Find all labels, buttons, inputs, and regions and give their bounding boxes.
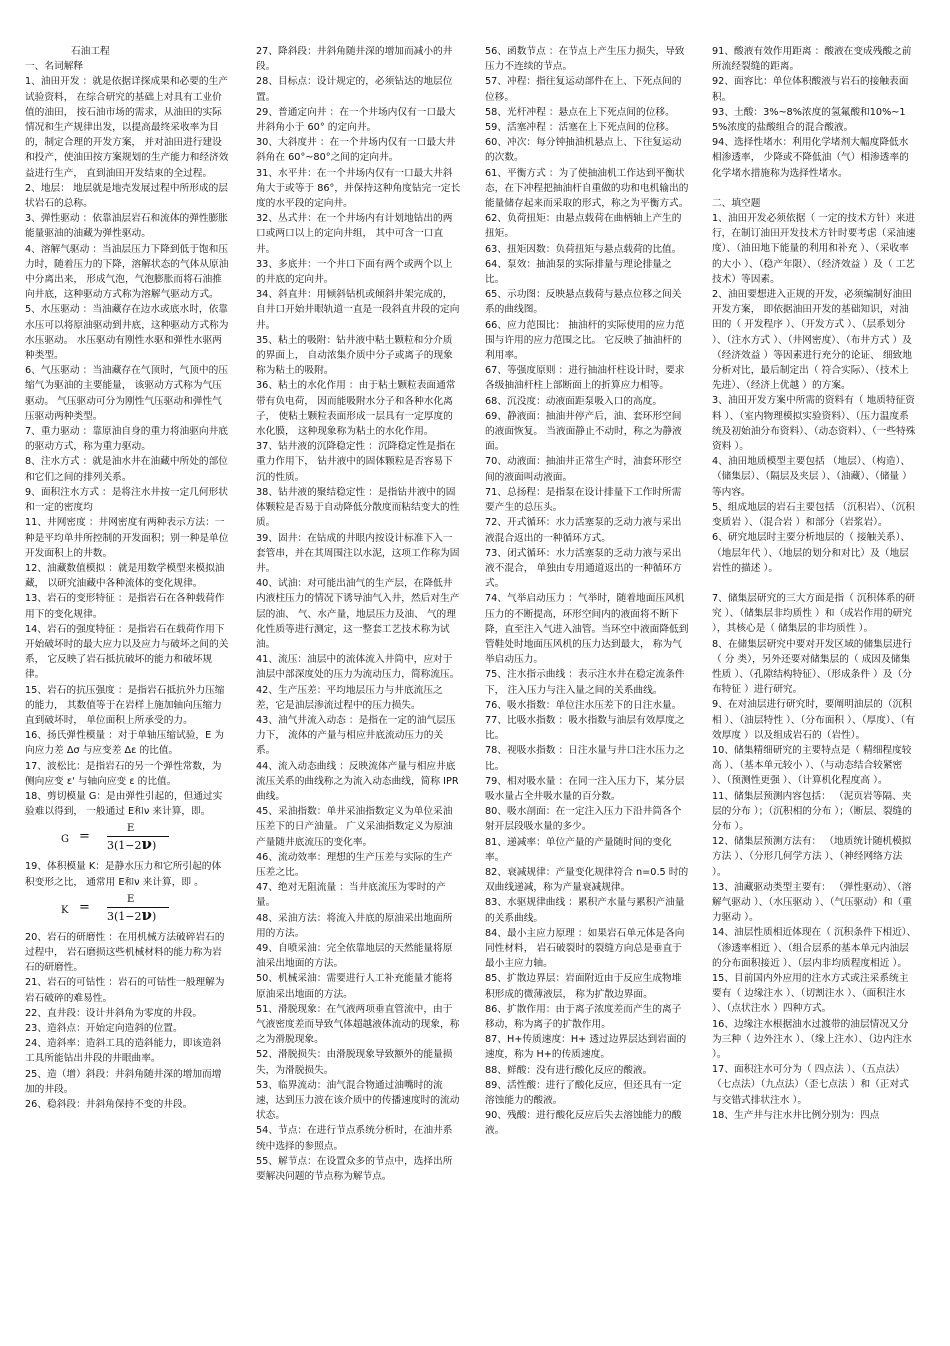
entry-paragraph: 16、边缘注水根据油水过渡带的油层情况又分为三种（ 边外注水 ）、（缘上注水）、（边内注水 ）。 [712, 1018, 912, 1060]
spacer [712, 181, 917, 196]
column-2 [256, 44, 461, 1336]
entry-paragraph: 88、鲜酸：没有进行酸化反应的酸液。 [485, 1064, 653, 1076]
entry-paragraph: 10、储集精细研究的主要特点是（ 精细程度较高 ）、（基本单元较小 ）、（与动态结合较紧密 ）、（预测性更强 ）、（计算机化程度高 ）。 [712, 744, 912, 787]
entry-paragraph: 13、油藏驱动类型主要有： （弹性驱动）、（溶解气驱动 ）、（水压驱动 ）、（气压驱动）和（重力驱动 ）。 [712, 881, 912, 924]
entry-paragraph: 13、岩石的变形特征 ：是指岩石在各种载荷作用下的变化规律。 [25, 593, 225, 620]
entry-paragraph: 75、注水指示曲线 ：表示注水井在稳定流条件下， 注入压力与注入量之间的关系曲线。 [485, 669, 685, 696]
entry-paragraph: 29、普通定向井 ：在一个井场内仅有一口最大井斜角小于 60° 的定向井。 [256, 106, 456, 134]
entry-paragraph: 57、冲程：指往复运动部件在上、下死点间的位移。 [485, 76, 682, 103]
entry-paragraph: 42、生产压差：平均地层压力与井底流压之差，它是油层渗流过程中的压力损失。 [256, 684, 443, 711]
entry-paragraph: 65、示功图：反映悬点载荷与悬点位移之间关系的曲线图。 [485, 289, 682, 316]
entry-paragraph: 25、造（增）斜段：井斜角随井深的增加而增加的井段。 [25, 1068, 222, 1095]
entry-paragraph: 93、土酸：3%~8%浓度的氢氟酸和10%~15%浓度的盐酸组合的混合酸液。 [712, 106, 906, 134]
entry-paragraph: 1、油田开发必须依据（ 一定的技术方针）来进行，在制订油田开发技术方针时要考虑（采油速度）、（油田地下能量的利用和补充 ）、（采收率的大小 ）、（稳产年限）、（经济效益 ）及（ 工艺技术）等因素。 [712, 213, 916, 285]
entry-paragraph: 18、生产井与注水井比例分别为：四点 [712, 1109, 880, 1121]
entry-paragraph: 81、递减率：单位产量的产量随时间的变化率。 [485, 836, 672, 863]
entry-paragraph: 32、丛式井：在一个井场内有计划地钻出的两口或两口以上的定向井组， 其中可含一口直井。 [256, 213, 453, 255]
document-title: 石油工程 [71, 46, 110, 57]
entry-paragraph: 80、吸水剖面：在一定注入压力下沿井筒各个射开层段吸水量的多少。 [485, 806, 682, 833]
entry-paragraph: 48、采油方法：将流入井底的原油采出地面所用的方法。 [256, 912, 453, 939]
entry-paragraph: 68、沉没度：动液面距泵吸入口的高度。 [485, 395, 663, 407]
entry-paragraph: 56、函数节点 ：在节点上产生压力损失，导致压力不连续的节点。 [485, 46, 685, 73]
entry-paragraph: 63、扭矩因数：负荷扭矩与悬点载荷的比值。 [485, 243, 682, 255]
entry-paragraph: 61、平衡方式 ：为了使抽油机工作达到平衡状态，在下冲程把抽油杆自重做的功和电机输出的能量储存起来而采取的形式，称之为平衡方式。 [485, 167, 689, 210]
entry-paragraph: 14、油层性质相近体现在（ 沉积条件下相近）、（渗透率相近 ）、（组合层系的基本单元内油层的分布面积接近 ）、（层内非均质程度相近 ）。 [712, 927, 917, 969]
entry-paragraph: 90、残酸：进行酸化反应后失去溶蚀能力的酸液。 [485, 1110, 682, 1137]
entry-paragraph: 6、气压驱动 ：当油藏存在气顶时，气顶中的压缩气为驱油的主要能量， 该驱动方式称为气压驱动。 气压驱动可分为刚性气压驱动和弹性气压驱动两种类型。 [25, 365, 228, 422]
entry-paragraph: 59、活塞冲程 ：活塞在上下死点间的位移。 [485, 122, 675, 134]
entry-paragraph: 26、稳斜段：井斜角保持不变的井段。 [25, 1099, 193, 1110]
entry-paragraph: 78、视吸水指数 ：日注水量与井口注水压力之比。 [485, 745, 685, 772]
entry-paragraph: 62、负荷扭矩：由悬点载荷在曲柄轴上产生的扭矩。 [485, 213, 682, 240]
entry-paragraph: 52、滑脱损失：由滑脱现象导致额外的能量损失，为滑脱损失。 [256, 1049, 453, 1076]
entry-paragraph: 92、面容比：单位体积酸液与岩石的接触表面积。 [712, 76, 909, 103]
entry-paragraph: 一、名词解释 [25, 61, 84, 73]
entry-paragraph: 4、油田地质模型主要包括 （地层）、（构造）、（储集层）、（隔层及夹层 ）、（油藏）、（储量 ）等内容。 [712, 456, 912, 498]
entry-paragraph: 18、剪切模量 G：是由弹性引起的，但通过实验难以得到， 一般通过 E和ν 来计算，即。 [25, 790, 223, 818]
entry-paragraph: 53、临界流动：油气混合物通过油嘴时的流速，达到压力波在该介质中的传播速度时的流动状态。 [256, 1079, 460, 1122]
entry-paragraph: 41、流压：油层中的流体流入井筒中，应对于油层中部深度处的压力为流动压力，简称流压。 [256, 654, 460, 681]
entry-paragraph: 9、面积注水方式 ：是将注水井按一定几何形状和一定的密度均 [25, 486, 228, 514]
entry-paragraph: 3、弹性驱动 ：依靠油层岩石和流体的弹性膨胀能量驱油的油藏为弹性驱动。 [25, 213, 228, 240]
entry-paragraph: 二、填空题 [712, 197, 761, 209]
entry-paragraph: 51、滑脱现象：在气液两项垂直管流中，由于气液密度差而导致气体超越液体流动的现象，称之为滑脱现象。 [256, 1003, 460, 1046]
entry-paragraph: 71、总扬程：是指泵在设计排量下工作时所需要产生的总压头。 [485, 486, 682, 514]
entry-paragraph: 22、直井段：设计井斜角为零度的井段。 [25, 1007, 203, 1019]
entry-paragraph: 79、相对吸水量 ：在同一注入压力下，某分层吸水量占全井吸水量的百分数。 [485, 775, 685, 802]
entry-paragraph: 34、斜直井：用倾斜钻机或倾斜井架完成的，自井口开始井眼轨道一直是一段斜直井段的定向井。 [256, 289, 460, 331]
entry-paragraph: 14、岩石的强度特征 ：是指岩石在载荷作用下开始破坏时的最大应力以及应力与破坏之间的关系， 它反映了岩石抵抗破坏的能力和破坏规律。 [25, 623, 229, 681]
column-4 [712, 44, 917, 1336]
entry-paragraph: 35、粘土的吸附：钻井液中粘土颗粒和分介质的界面上， 自动浓集介质中分子或离子的现象称为粘土的吸附。 [256, 334, 453, 377]
entry-paragraph: 11、储集层预测内容包括： （泥页岩等隔、夹层的分布 ）；（沉积相的分布 ）；（断层、裂缝的分布 ）。 [712, 790, 912, 832]
entry-paragraph: 36、粘土的水化作用 ：由于粘土颗粒表面通常带有负电荷， 因而能吸附水分子和各种水化离子， 使粘土颗粒表面形成一层具有一定厚度的水化膜， 这种现象称为粘土的水化作用。 [256, 380, 456, 438]
entry-paragraph: 9、在对油层进行研究时，要阐明油层的（沉积相 ）、（油层特性 ）、（分布面积 ）、（厚度）、（有效厚度 ）以及组成岩石的（岩性）。 [712, 699, 915, 741]
entry-paragraph: 31、水平井：在一个井场内仅有一口最大井斜角大于或等于 86°，并保持这种角度钻完一定长度的水平段的定向井。 [256, 167, 461, 210]
entry-paragraph: 27、降斜段：井斜角随井深的增加而减小的井段。 [256, 46, 453, 73]
entry-paragraph: 3、油田开发方案中所需的资料有（ 地质特征资料 ）、（室内物理模拟实验资料）、（压力温度系统及初始油分布资料）、（动态资料）、（一些特殊资料 ）。 [712, 395, 916, 453]
entry-paragraph: 44、流入动态曲线 ：反映流体产量与相应井底流压关系的曲线称之为流入动态曲线，简称 IPR 曲线。 [256, 760, 459, 802]
entry-paragraph: 76、吸水指数：单位注水压差下的日注水量。 [485, 699, 682, 711]
entry-paragraph: 73、闭式循环：水力活塞泵的乏动力液与采出液不混合， 单独由专用通道返出的一种循环方式。 [485, 547, 682, 590]
shear-modulus-formula: G = E 3(1−2ν) [25, 821, 230, 857]
entry-paragraph: 45、采油指数：单井采油指数定义为单位采油压差下的日产油量。 广义采油指数定义为原油产量随井底流压的变化率。 [256, 806, 453, 848]
entry-paragraph: 54、节点：在进行节点系统分析时，在油井系统中选择的参照点。 [256, 1125, 453, 1152]
entry-paragraph: 83、水驱规律曲线 ：累积产水量与累积产油量的关系曲线。 [485, 897, 685, 924]
entry-paragraph: 8、在储集层研究中要对开发区域的储集层进行（ 分 类），另外还要对储集层的（ 成因及储集性质 ）、（孔隙结构特征）、（形成条件 ）及（分布特征 ）进行研究。 [712, 638, 912, 696]
entry-paragraph: 74、气举启动压力 ：气举时，随着地面压风机压力的不断提高，环形空间内的液面将不断下降，直至注入气进入油管。当环空中液面降低到管鞋处时地面压风机的压力达到最大， 称为气举启动压力。 [485, 593, 689, 666]
entry-paragraph: 16、扬氏弹性模量 ：对于单轴压缩试验，E 为向应力差 Δσ 与应变差 Δε 的比值。 [25, 730, 224, 757]
entry-paragraph: 49、自喷采油：完全依靠地层的天然能量将原油采出地面的方法。 [256, 942, 453, 970]
entry-paragraph: 4、溶解气驱动 ：当油层压力下降到低于饱和压力时，随着压力的下降，溶解状态的气体从原油中分离出来， 形成气泡，气泡膨胀而将石油推向井底，这种驱动方式称为溶解气驱动方式。 [25, 243, 229, 301]
entry-paragraph: 85、扩散边界层：岩面附近由于反应生成物堆积形成的微薄液层， 称为扩散边界面。 [485, 973, 682, 1000]
entry-paragraph: 91、酸液有效作用距离 ：酸液在变成残酸之前所流经裂缝的距离。 [712, 46, 912, 73]
entry-paragraph: 2、油田要想进入正规的开发，必须编制好油田开发方案， 即依据油田开发的基础知识，对油田的（ 开发程序 ）、（开发方式 ）、（层系划分 ）、（注水方式 ）、（井网密度）、（布井方式 ）及（经济效益 ）等因素进行充分的论证、 细致地分析对比，最后制定出（ 符合实际）、（技术上先进）、（经济上优越 ）的方案。 [712, 289, 912, 392]
entry-paragraph: 38、钻井液的聚结稳定性 ：是指钻井液中的固体颗粒是否易于自动降低分散度而粘结变大的性质。 [256, 486, 460, 529]
entry-paragraph: 60、冲次：每分钟抽油机悬点上、下往复运动的次数。 [485, 137, 682, 164]
entry-paragraph: 8、注水方式 ：就是油水井在油藏中所处的部位和它们之间的排列关系。 [25, 456, 228, 483]
entry-paragraph: 5、水压驱动 ：当油藏存在边水或底水时，依靠水压可以将原油驱动到井底，这种驱动方式称为水压驱动。 水压驱动有刚性水驱和弹性水驱两种类型。 [25, 304, 229, 362]
entry-paragraph: 12、油藏数值模拟 ：就是用数学模型来模拟油藏， 以研究油藏中各种流体的变化规律。 [25, 562, 225, 590]
entry-paragraph: 39、固井：在钻成的井眼内按设计标准下入一套管串，并在其周围注以水泥，这项工作称为固井。 [256, 532, 460, 574]
entry-paragraph: 7、储集层研究的三大方面是指（ 沉积体系的研究 ）、（储集层非均质性 ）和（成岩作用的研究 ），其核心是（ 储集层的非均质性 ）。 [712, 592, 915, 635]
entry-paragraph: 89、活性酸：进行了酸化反应，但还具有一定溶蚀能力的酸液。 [485, 1079, 682, 1107]
entry-paragraph: 72、开式循环：水力活塞泵的乏动力液与采出液混合返出的一种循环方式。 [485, 517, 682, 544]
entry-paragraph: 70、动液面：抽油井正常生产时，油套环形空间的液面叫动液面。 [485, 456, 682, 483]
entry-paragraph: 37、钻井液的沉降稳定性 ：沉降稳定性是指在重力作用下， 钻井液中的固体颗粒是否容易下沉的性质。 [256, 441, 456, 483]
entry-paragraph: 82、衰减规律：产量变化规律符合 n=0.5 时的双曲线递减，称为产量衰减规律。 [485, 866, 689, 894]
bulk-modulus-formula: K = E 3(1−2ν) [25, 892, 230, 928]
entry-paragraph: 15、目前国内外应用的注水方式或注采系统主要有（ 边缘注水 ）、（切割注水 ）、（面积注水 ）、（点状注水 ）四种方式。 [712, 972, 909, 1015]
entry-paragraph: 84、最小主应力原理 ：如果岩石单元体是各向同性材料， 岩石破裂时的裂缝方向总是垂直于最小主应力轴。 [485, 927, 685, 970]
entry-paragraph: 46、流动效率：理想的生产压差与实际的生产压差之比。 [256, 851, 453, 878]
entry-paragraph: 7、重力驱动 ：靠原油自身的重力将油驱向井底的驱动方式，称为重力驱动。 [25, 426, 228, 453]
entry-paragraph: 58、光杆冲程 ：悬点在上下死点间的位移。 [485, 106, 675, 118]
entry-paragraph: 21、岩石的可钻性 ：岩石的可钻性一般理解为岩石破碎的难易性。 [25, 977, 225, 1004]
entry-paragraph: 12、储集层预测方法有： （地质统计随机模拟方法 ）、（分形几何学方法 ）、（神经网络方法 ）。 [712, 836, 912, 878]
entry-paragraph: 66、应力范围比： 抽油杆的实际使用的应力范围与许用的应力范围之比。 它反映了抽油杆的利用率。 [485, 319, 685, 362]
entry-paragraph: 87、H+传质速度：H+ 透过边界层达到岩面的速度，称为 H+的传质速度。 [485, 1034, 687, 1061]
entry-paragraph: 77、比吸水指数 ：吸水指数与油层有效厚度之比。 [485, 714, 685, 742]
entry-paragraph: 33、多底井：一个井口下面有两个或两个以上的井底的定向井。 [256, 258, 453, 286]
entry-paragraph: 24、造斜率：造斜工具的造斜能力，即该造斜工具所能钻出井段的井眼曲率。 [25, 1038, 222, 1065]
entry-paragraph: 1、油田开发 ：就是依据详探成果和必要的生产试验资料， 在综合研究的基础上对具有工业价值的油田， 按石油市场的需求，从油田的实际情况和生产规律出发，以提高最终采收率为目的，制定合理的开发方案， 并对油田进行建设和投产，使油田按方案规划的生产能力和经济效益进行生产， 直到油田开发结束的全过程。 [25, 76, 229, 179]
entry-paragraph: 30、大斜度井 ：在一个井场内仅有一口最大井斜角在 60°~80°之间的定向井。 [256, 137, 456, 164]
entry-paragraph: 64、泵效：抽油泵的实际排量与理论排量之比。 [485, 258, 672, 286]
entry-paragraph: 69、静液面：抽油井停产后，油、套环形空间的液面恢复。 当液面静止不动时，称之为静液面。 [485, 410, 682, 453]
entry-paragraph: 19、体积模量 K：是静水压力和它所引起的体积变形之比， 通常用 E和ν 来计算，即 。 [25, 861, 222, 888]
entry-paragraph: 15、岩石的抗压强度 ：是指岩石抵抗外力压缩的能力， 其数值等于在岩样上施加轴向压缩力直到破坏时， 单位面积上所承受的力。 [25, 684, 225, 726]
entry-paragraph: 17、面积注水可分为（ 四点法 ）、（五点法）（七点法）（九点法）（歪七点法 ）和（正对式与交错式排状注水 ）。 [712, 1064, 909, 1106]
entry-paragraph: 94、选择性堵水：利用化学堵剂大幅度降低水相渗透率， 少降或不降低油（气）相渗透率的化学堵水措施称为选择性堵水。 [712, 137, 909, 179]
entry-paragraph: 2、地层： 地层就是地壳发展过程中所形成的层状岩石的总称。 [25, 182, 228, 210]
entry-paragraph: 67、等强度原则 ：进行抽油杆柱设计时，要求各级抽油杆柱上部断面上的折算应力相等。 [485, 365, 685, 392]
entry-paragraph: 40、试油：对可能出油气的生产层，在降低井内液柱压力的情况下诱导油气入井，然后对生产层的油、 气、水产量，地层压力及油、 气的理化性质等进行测定，这一整套工艺技术称为试油。 [256, 578, 460, 650]
column-3 [485, 44, 690, 1336]
entry-paragraph: 5、组成地层的岩石主要包括 （沉积岩）、（沉积变质岩 ）、（混合岩 ）和部分（岩浆岩）。 [712, 501, 915, 529]
entry-paragraph: 43、油气井流入动态 ：是指在一定的油气层压力下， 流体的产量与相应井底流动压力的关系。 [256, 714, 456, 757]
entry-paragraph: 86、扩散作用：由于离子浓度差而产生的离子移动，称为离子的扩散作用。 [485, 1003, 682, 1030]
entry-paragraph: 23、造斜点：开始定向造斜的位置。 [25, 1022, 183, 1034]
spacer [712, 576, 917, 591]
entry-paragraph: 50、机械采油：需要进行人工补充能量才能将原油采出地面的方法。 [256, 973, 453, 1000]
entry-paragraph: 20、岩石的研磨性 ：在用机械方法破碎岩石的过程中， 岩石磨损这些机械材料的能力称为岩石的研磨性。 [25, 931, 225, 974]
entry-paragraph: 11、井网密度 ：井网密度有两种表示方法：一种是平均单井所控制的开发面积；别一种是单位开发面积上的井数。 [25, 517, 229, 559]
column-1 [25, 44, 230, 1336]
entry-paragraph: 47、绝对无阻流量 ：当井底流压为零时的产量。 [256, 882, 446, 909]
entry-paragraph: 28、目标点：设计规定的，必须钻达的地层位置。 [256, 76, 453, 103]
entry-paragraph: 17、波松比：是指岩石的另一个弹性常数，为侧向应变 ε' 与轴向应变 ε 的比值。 [25, 760, 222, 787]
entry-paragraph: 6、研究地层时主要分析地层的（ 接触关系）、（地层年代 ）、（地层的划分和对比）及（地层岩性的描述 ）。 [712, 532, 911, 574]
entry-paragraph: 55、解节点：在设置众多的节点中，选择出所要解决问题的节点称为解节点。 [256, 1155, 453, 1183]
